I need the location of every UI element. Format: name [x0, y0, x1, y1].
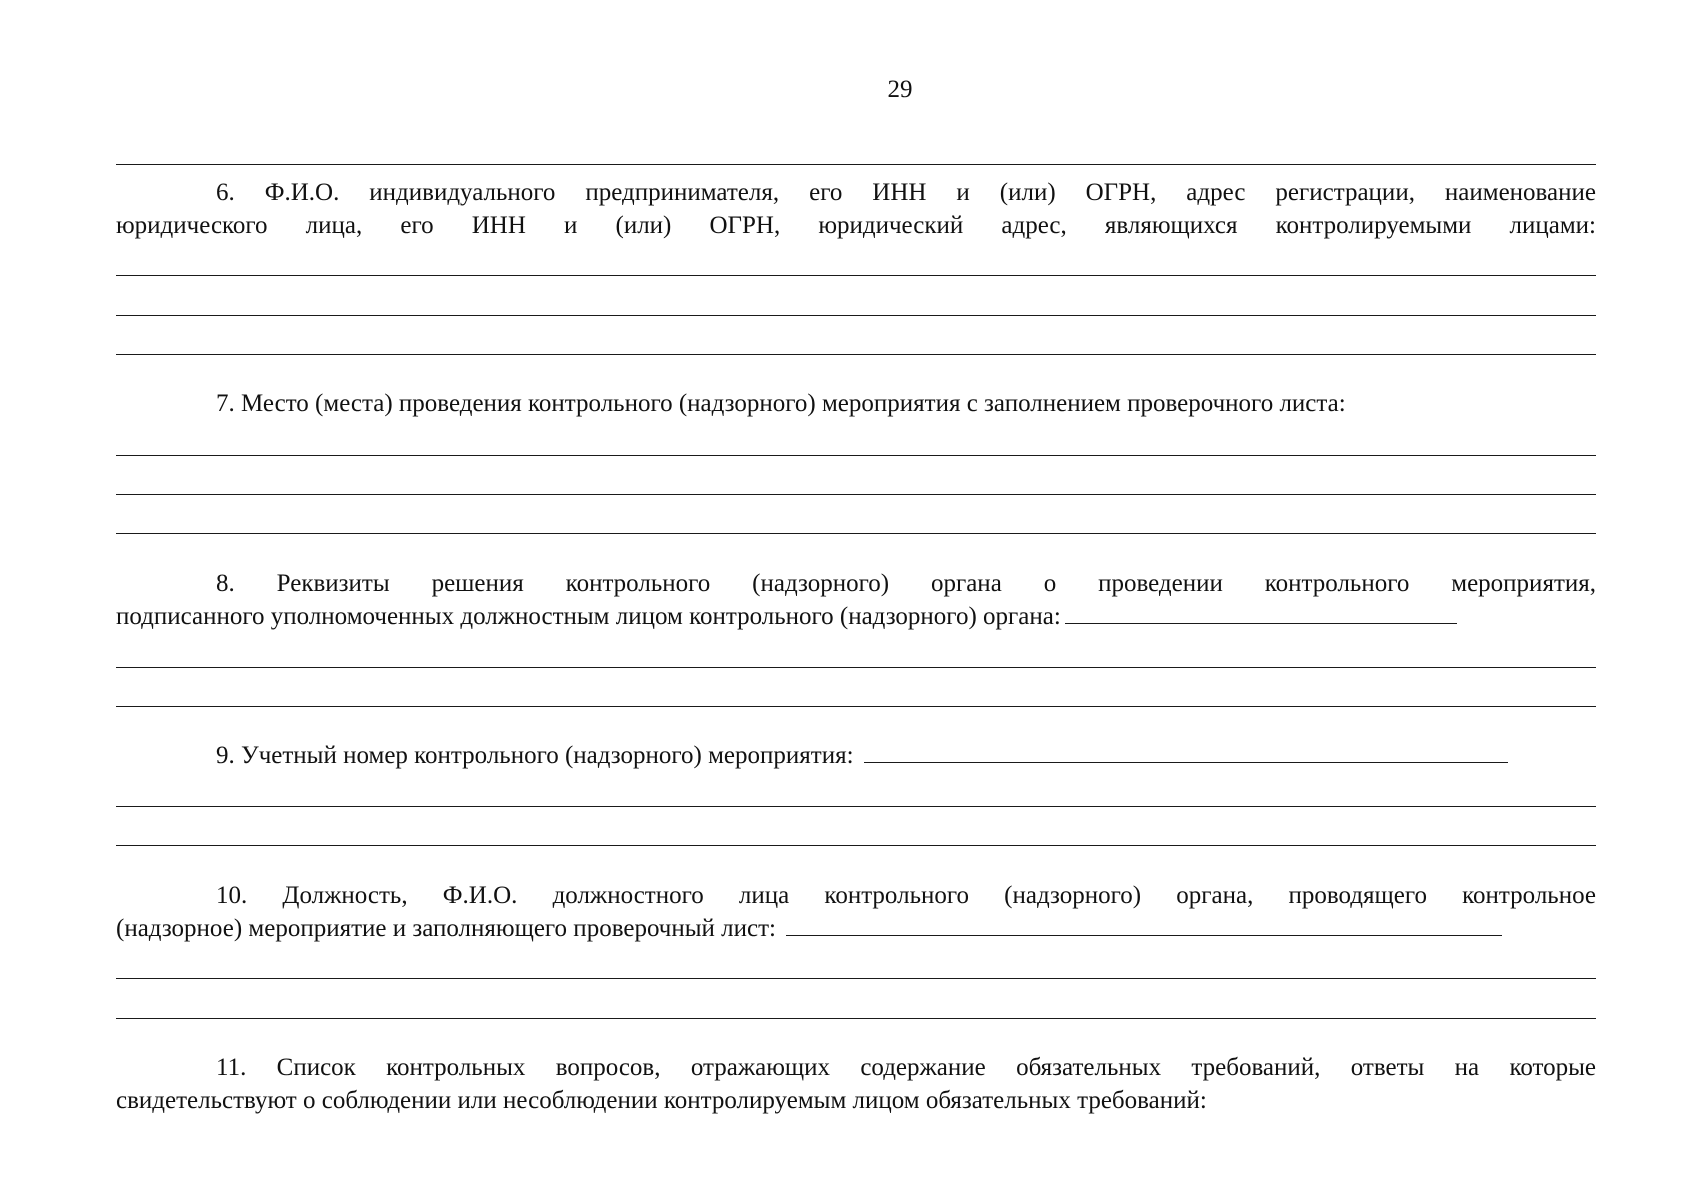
item-9-fill-line[interactable] — [116, 806, 1596, 807]
item-7-line-1: 7. Место (места) проведения контрольного (надзорного) мероприятия с заполнением проверочного листа: — [216, 390, 1346, 417]
item-8-inline-fill-line[interactable] — [1065, 605, 1457, 624]
item-8-fill-line[interactable] — [116, 667, 1596, 668]
item-6-fill-line[interactable] — [116, 275, 1596, 276]
item-10-fill-line[interactable] — [116, 978, 1596, 979]
page-number: 29 — [887, 76, 913, 103]
item-6-line-1: 6. Ф.И.О. индивидуального предпринимателя, его ИНН и (или) ОГРН, адрес регистрации, наименование — [216, 179, 1596, 206]
item-10-line-2-text: (надзорное) мероприятие и заполняющего проверочный лист: — [116, 915, 776, 942]
item-10-text — [116, 879, 1596, 945]
item-10-fill-line[interactable] — [116, 1018, 1596, 1019]
item-9-inline-fill-line[interactable] — [864, 744, 1508, 763]
item-9-text — [116, 739, 1596, 772]
item-8-line-2-text: подписанного уполномоченных должностным лицом контрольного (надзорного) органа: — [116, 603, 1061, 630]
item-10-line-1: 10. Должность, Ф.И.О. должностного лица контрольного (надзорного) органа, проводящего контрольное — [216, 882, 1596, 909]
item-10-line-2 — [116, 912, 1596, 945]
item-6-text — [116, 176, 1596, 242]
item-8-line-2 — [116, 600, 1596, 633]
item-7-fill-line[interactable] — [116, 533, 1596, 534]
item-7-fill-line[interactable] — [116, 494, 1596, 495]
item-9-line-1 — [116, 739, 1596, 772]
top-rule — [116, 164, 1596, 165]
item-7-fill-line[interactable] — [116, 455, 1596, 456]
item-11-line-2: свидетельствуют о соблюдении или несоблюдении контролируемым лицом обязательных требований: — [116, 1087, 1207, 1114]
item-9-line-1-text: 9. Учетный номер контрольного (надзорного) мероприятия: — [216, 742, 854, 769]
item-10-inline-fill-line[interactable] — [786, 917, 1502, 936]
item-6-fill-line[interactable] — [116, 354, 1596, 355]
item-8-line-1: 8. Реквизиты решения контрольного (надзорного) органа о проведении контрольного мероприятия, — [216, 570, 1596, 597]
item-11-line-1: 11. Список контрольных вопросов, отражающих содержание обязательных требований, ответы на которые — [216, 1054, 1596, 1081]
item-8-fill-line[interactable] — [116, 706, 1596, 707]
item-9-fill-line[interactable] — [116, 845, 1596, 846]
item-6-line-2: юридического лица, его ИНН и (или) ОГРН, юридический адрес, являющихся контролируемыми лицами: — [116, 212, 1596, 239]
item-11-text — [116, 1051, 1596, 1117]
item-6-fill-line[interactable] — [116, 315, 1596, 316]
item-8-text — [116, 567, 1596, 633]
item-7-text — [116, 387, 1596, 420]
